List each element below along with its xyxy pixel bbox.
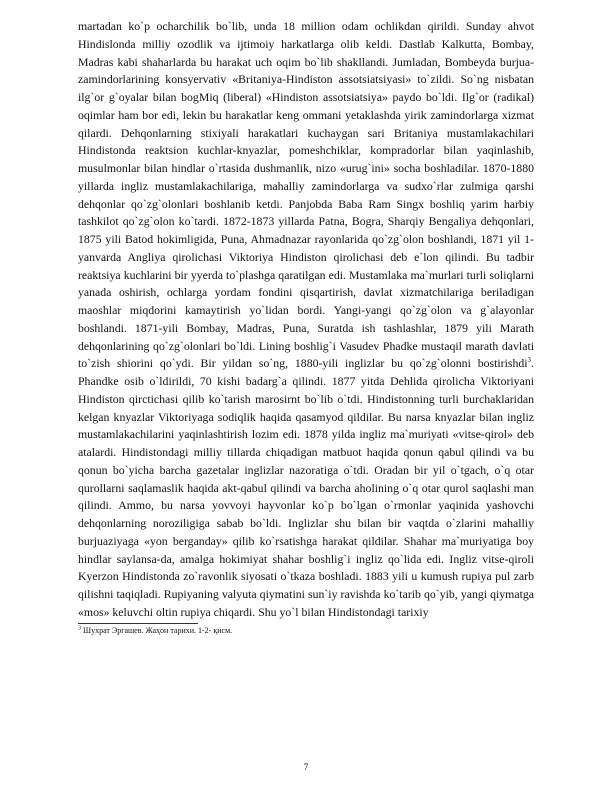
- page-number: 7: [303, 762, 309, 772]
- footnote-text: Шухрат Эргашев. Жаҳон тарихи. 1-2- қисм.: [81, 625, 233, 635]
- footnote-divider: [78, 623, 198, 624]
- footnote: [78, 625, 534, 636]
- footnote-reference[interactable]: 3: [527, 356, 532, 365]
- body-text-part1: martadan ko`p ocharchilik bo`lib, unda 18 million odam ochlikdan qirildi. Sunday ahvot Hindislonda milliy ozodlik va ijtimoiy harkatlarga olib keldi. Dastlab Kalkutta, Bombay, Madras kabi shaharlarda bu harakat uch oqim bo`lib shakllandi. Jumladan, Bombeyda burjua-zamindorlarining konsyervativ «Britaniya-Hindiston assotsiatsiyasi» to`zildi. So`ng nisbatan ilg`or g`oyalar bilan bogMiq (liberal) «Hindiston assotsiatsiya» paydo bo`ldi. Ilg`or (radikal) oqimlar ham bor edi, lekin bu harakatlar keng ommani yetaklashda yirik zamindorlarga xizmat qilardi. Dehqonlarning stixiyali harakatlari kuchaygan sari Britaniya mustamlakachilari Hindistonda reaktsion kuchlar-knyazlar, pomeshchiklar, kompradorlar bilan yaqinlashib, musulmonlar bilan hindlar o`rtasida dushmanlik, nizo «urug`ini» socha boshladilar. 1870-1880 yillarda ingliz mustamlakachilariga, mahalliy zamindorlarga va sudxo`rlar zulmiga qarshi dehqonlar qo`zg`olonlari boshlanib ketdi. Panjobda Baba Ram Singx boshliq yarim harbiy tashkilot qo`zg`olon ko`tardi. 1872-1873 yillarda Patna, Bogra, Sharqiy Bengaliya dehqonlari, 1875 yili Batod hokimligida, Puna, Ahmadnazar rayonlarida qo`zg`olon boshlandi, 1871 yil 1-yanvarda Angliya qirolichasi Viktoriya Hindiston qirolichasi deb e`lon qilindi. Bu tadbir reaktsiya kuchlarini bir yyerda to`plashga qaratilgan edi. Mustamlaka ma`murlari turli soliqlarni yanada oshirish, ochlarga yordam fondini qisqartirish, davlat xizmatchilariga beriladigan maoshlar miqdorini kamaytirish yo`lidan bordi. Yangi-yangi qo`zg`olon va g`alayonlar boshlandi. 1871-yili Bombay, Madras, Puna, Suratda ish tashlashlar, 1879 yili Marath dehqonlarining qo`zg`olonlari bo`ldi. Lining boshlig`i Vasudev Phadke mustaqil marath davlati to`zish shiorini qo`ydi. Bir yildan so`ng, 1880-yili inglizlar bu qo`zg`olonni bostirishdi: [78, 19, 534, 371]
- page-content: [78, 18, 534, 636]
- footnote-marker: 3: [78, 624, 81, 631]
- body-text-part2: . Phandke osib o`ldirildi, 70 kishi badarg`a qilindi. 1877 yitda Dehlida qirolicha Viktoriyani Hindiston qirctichasi qilib ko`tarish marosirnt bo`lib o`tdi. Hindistonning turli burchaklaridan kelgan knyazlar Viktoriyaga sodiqlik haqida qasamyod qildilar. Bu narsa knyazlar bilan ingliz mustamlakachilarini yaqinlashtirish lozim edi. 1878 yilda ingliz ma`muriyati «vitse-qirol» deb atalardi. Hindistondagi milliy tillarda chiqadigan matbuot haqida qonun qabul qilindi va bu qonun bo`yicha barcha gazetalar inglizlar nazoratiga o`tdi. Oradan bir yil o`tgach, o`q otar qurollarni saqlamaslik haqida akt-qabul qilindi va barcha aholining o`q otar qurol saqlashi man qilindi. Ammo, bu narsa yovvoyi hayvonlar ko`p bo`lgan o`rmonlar yaqinida yashovchi dehqonlarning noroziligiga sabab bo`ldi. Inglizlar shu bilan bir vaqtda o`zlarini mahalliy burjuaziyaga «yon berganday» qilib ko`rsatishga harakat qildilar. Shahar ma`muriyatiga boy hindlar saylansa-da, amalga hokimiyat shahar boshlig`i ingliz qo`lida edi. Ingliz vitse-qiroli Kyerzon Hindistonda zo`ravonlik siyosati o`tkaza boshladi. 1883 yili u kumush rupiya pul zarb qilishni taqiqladi. Rupiyaning valyuta qiymatini sun`iy ravishda ko`tarib qo`yib, yangi qiymatga «mos» keluvchi oltin rupiya chiqardi. Shu yo`l bilan Hindistondagi tarixiy: [78, 356, 534, 619]
- body-paragraph: [78, 18, 534, 622]
